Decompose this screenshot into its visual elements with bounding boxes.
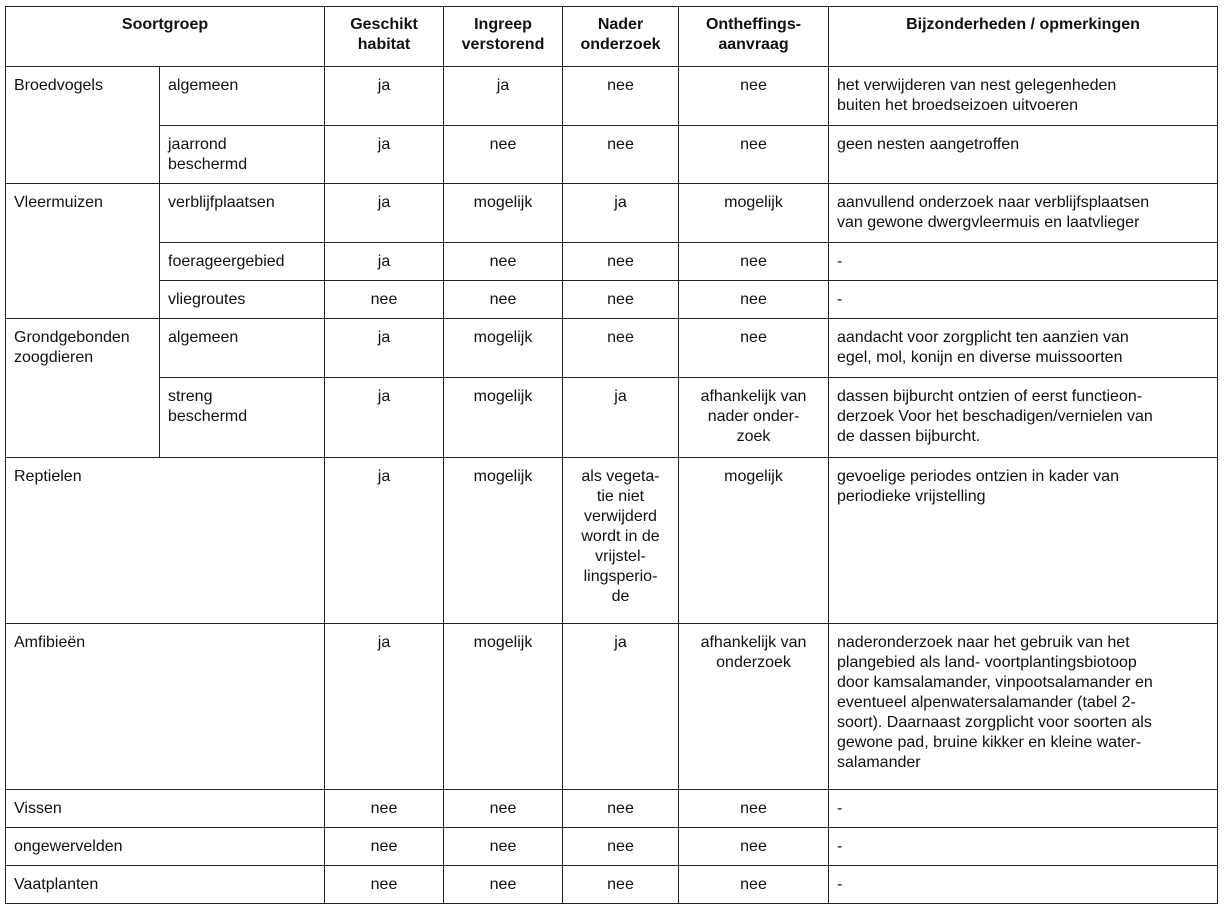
ontheffing-cell: mogelijk bbox=[679, 184, 829, 243]
nader-cell: nee bbox=[563, 866, 679, 904]
habitat-cell: nee bbox=[325, 828, 444, 866]
ontheffing-cell: nee bbox=[679, 790, 829, 828]
table-row bbox=[6, 281, 1218, 319]
ontheffing-cell: nee bbox=[679, 281, 829, 319]
group-ongewervelden: ongewervelden bbox=[6, 828, 325, 866]
table-row bbox=[6, 378, 1218, 458]
ingreep-cell: mogelijk bbox=[444, 319, 563, 378]
remarks-cell: aanvullend onderzoek naar verblijfsplaatsen van gewone dwergvleermuis en laatvlieger bbox=[829, 184, 1218, 243]
ontheffing-cell: afhankelijk van onderzoek bbox=[679, 624, 829, 790]
ingreep-cell: mogelijk bbox=[444, 378, 563, 458]
habitat-cell: nee bbox=[325, 281, 444, 319]
ingreep-cell: mogelijk bbox=[444, 184, 563, 243]
habitat-cell: ja bbox=[325, 126, 444, 184]
group-reptielen: Reptielen bbox=[6, 458, 325, 624]
ontheffing-cell: mogelijk bbox=[679, 458, 829, 624]
ingreep-cell: nee bbox=[444, 828, 563, 866]
habitat-cell: nee bbox=[325, 866, 444, 904]
table-row bbox=[6, 866, 1218, 904]
group-broedvogels: Broedvogels bbox=[6, 67, 160, 184]
habitat-cell: ja bbox=[325, 184, 444, 243]
remarks-cell: - bbox=[829, 790, 1218, 828]
group-vissen: Vissen bbox=[6, 790, 325, 828]
group-amfibieen: Amfibieën bbox=[6, 624, 325, 790]
remarks-cell: - bbox=[829, 828, 1218, 866]
nader-cell: nee bbox=[563, 281, 679, 319]
ontheffing-cell: nee bbox=[679, 866, 829, 904]
group-grondgebonden-zoogdieren: Grondgebonden zoogdieren bbox=[6, 319, 160, 458]
ontheffing-cell: nee bbox=[679, 828, 829, 866]
table-row bbox=[6, 828, 1218, 866]
table-row bbox=[6, 624, 1218, 790]
nader-cell: nee bbox=[563, 126, 679, 184]
subgroup-cell: algemeen bbox=[160, 319, 325, 378]
remarks-cell: - bbox=[829, 243, 1218, 281]
habitat-cell: ja bbox=[325, 378, 444, 458]
table-row bbox=[6, 319, 1218, 378]
nader-cell: ja bbox=[563, 378, 679, 458]
header-row bbox=[6, 7, 1218, 67]
nader-cell: nee bbox=[563, 319, 679, 378]
remarks-cell: dassen bijburcht ontzien of eerst functieon- derzoek Voor het beschadigen/vernielen van de dassen bijburcht. bbox=[829, 378, 1218, 458]
header-nader-onderzoek: Nader onderzoek bbox=[563, 7, 679, 67]
nader-cell: nee bbox=[563, 243, 679, 281]
species-table bbox=[5, 6, 1218, 904]
ingreep-cell: mogelijk bbox=[444, 624, 563, 790]
remarks-cell: het verwijderen van nest gelegenheden buiten het broedseizoen uitvoeren bbox=[829, 67, 1218, 126]
ingreep-cell: ja bbox=[444, 67, 563, 126]
ingreep-cell: nee bbox=[444, 281, 563, 319]
subgroup-cell: jaarrond beschermd bbox=[160, 126, 325, 184]
ingreep-cell: mogelijk bbox=[444, 458, 563, 624]
ingreep-cell: nee bbox=[444, 866, 563, 904]
ingreep-cell: nee bbox=[444, 126, 563, 184]
subgroup-cell: vliegroutes bbox=[160, 281, 325, 319]
habitat-cell: nee bbox=[325, 790, 444, 828]
nader-cell: ja bbox=[563, 624, 679, 790]
nader-cell: nee bbox=[563, 828, 679, 866]
ingreep-cell: nee bbox=[444, 243, 563, 281]
subgroup-cell: foerageergebied bbox=[160, 243, 325, 281]
table-row bbox=[6, 126, 1218, 184]
table-row bbox=[6, 67, 1218, 126]
subgroup-cell: streng beschermd bbox=[160, 378, 325, 458]
subgroup-cell: algemeen bbox=[160, 67, 325, 126]
nader-cell: nee bbox=[563, 67, 679, 126]
remarks-cell: aandacht voor zorgplicht ten aanzien van egel, mol, konijn en diverse muissoorten bbox=[829, 319, 1218, 378]
remarks-cell: gevoelige periodes ontzien in kader van periodieke vrijstelling bbox=[829, 458, 1218, 624]
ontheffing-cell: nee bbox=[679, 243, 829, 281]
habitat-cell: ja bbox=[325, 458, 444, 624]
nader-cell: als vegeta- tie niet verwijderd wordt in de vrijstel- lingsperio- de bbox=[563, 458, 679, 624]
remarks-cell: - bbox=[829, 866, 1218, 904]
table-row bbox=[6, 184, 1218, 243]
habitat-cell: ja bbox=[325, 319, 444, 378]
group-vaatplanten: Vaatplanten bbox=[6, 866, 325, 904]
header-bijzonderheden: Bijzonderheden / opmerkingen bbox=[829, 7, 1218, 67]
header-ontheffingsaanvraag: Ontheffings- aanvraag bbox=[679, 7, 829, 67]
habitat-cell: ja bbox=[325, 243, 444, 281]
group-vleermuizen: Vleermuizen bbox=[6, 184, 160, 319]
header-geschikt-habitat: Geschikt habitat bbox=[325, 7, 444, 67]
remarks-cell: - bbox=[829, 281, 1218, 319]
ontheffing-cell: afhankelijk van nader onder- zoek bbox=[679, 378, 829, 458]
habitat-cell: ja bbox=[325, 67, 444, 126]
nader-cell: ja bbox=[563, 184, 679, 243]
header-soortgroep: Soortgroep bbox=[6, 7, 325, 67]
table-row bbox=[6, 243, 1218, 281]
table-row bbox=[6, 458, 1218, 624]
subgroup-cell: verblijfplaatsen bbox=[160, 184, 325, 243]
remarks-cell: geen nesten aangetroffen bbox=[829, 126, 1218, 184]
table-row bbox=[6, 790, 1218, 828]
header-ingreep-verstorend: Ingreep verstorend bbox=[444, 7, 563, 67]
remarks-cell: naderonderzoek naar het gebruik van het plangebied als land- voortplantingsbiotoop door kamsalamander, vinpootsalamander en eventueel alpenwatersalamander (tabel 2- soort). Daarnaast zorgplicht voor soorten als gewone pad, bruine kikker en kleine water- salamander bbox=[829, 624, 1218, 790]
ontheffing-cell: nee bbox=[679, 126, 829, 184]
ontheffing-cell: nee bbox=[679, 319, 829, 378]
habitat-cell: ja bbox=[325, 624, 444, 790]
nader-cell: nee bbox=[563, 790, 679, 828]
ingreep-cell: nee bbox=[444, 790, 563, 828]
ontheffing-cell: nee bbox=[679, 67, 829, 126]
